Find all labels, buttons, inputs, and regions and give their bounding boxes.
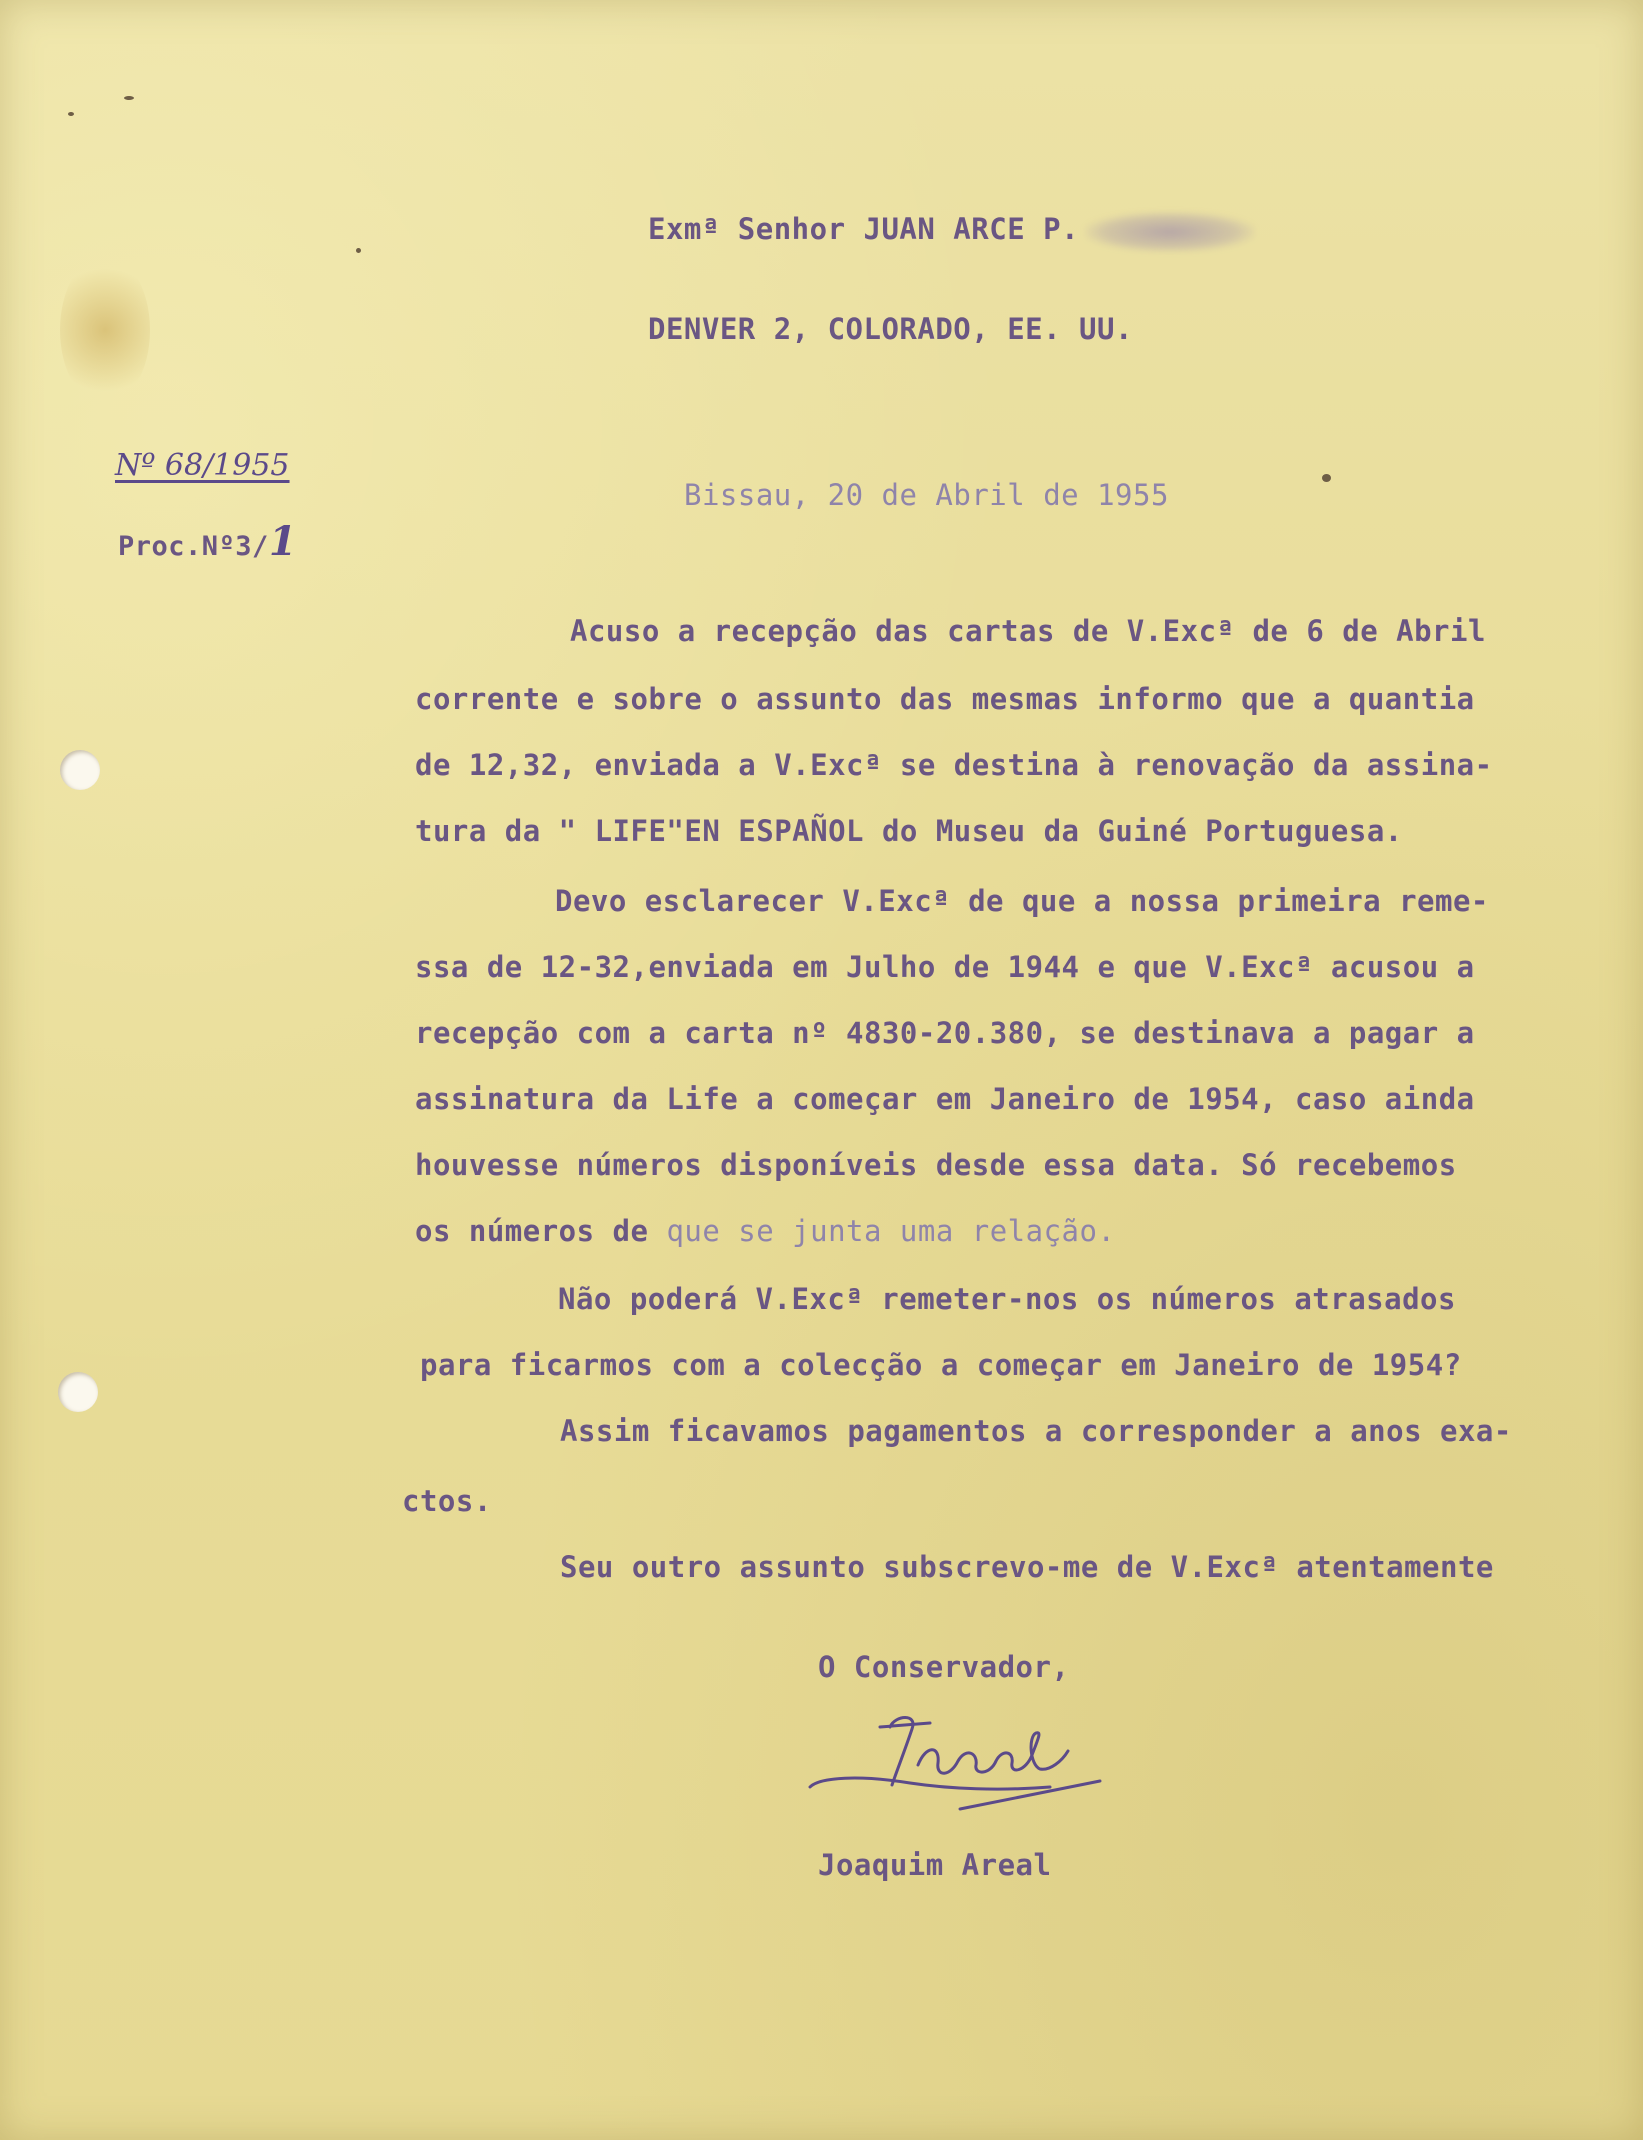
paper-stain [60,255,150,405]
paragraph-4-line: Assim ficavamos pagamentos a corresponder a anos exa- [560,1414,1512,1448]
punch-hole-lower [58,1372,98,1412]
paragraph-3-line: Não poderá V.Excª remeter-nos os números atrasados [558,1282,1456,1316]
paragraph-2-last-line [415,1214,1115,1248]
paragraph-2-line: Devo esclarecer V.Excª de que a nossa primeira reme- [555,884,1489,918]
paragraph-1-line: Acuso a recepção das cartas de V.Excª de 6 de Abril [570,614,1486,648]
reference-proc [118,518,297,565]
paragraph-1-line: corrente e sobre o assunto das mesmas informo que a quantia [415,682,1475,716]
reference-proc-typed: Proc.Nº3/ [118,531,269,562]
paragraph-4-line: ctos. [402,1484,492,1518]
paragraph-2-line: ssa de 12-32,enviada em Julho de 1944 e que V.Excª acusou a [415,950,1475,984]
signer-name-text: Joaquim Areal [818,1848,1052,1882]
paragraph-2-last-bold: os números de [415,1214,649,1248]
paper-speck [1322,474,1331,482]
closing-line: Seu outro assunto subscrevo-me de V.Excª atentamente [560,1550,1494,1584]
addressee-line-2: DENVER 2, COLORADO, EE. UU. [648,312,1133,346]
paper-speck [356,248,361,253]
paragraph-1-line: tura da " LIFE"EN ESPAÑOL do Museu da Guiné Portuguesa. [415,814,1403,848]
paragraph-1-line: de 12,32, enviada a V.Excª se destina à renovação da assina- [415,748,1493,782]
paragraph-2-last-light: que se junta uma relação. [666,1214,1116,1248]
signer-name [818,1848,1051,1882]
reference-number: Nº 68/1955 [115,448,290,483]
handwritten-signature [800,1705,1120,1825]
punch-hole-upper [60,750,100,790]
paragraph-2-line: recepção com a carta nº 4830-20.380, se destinava a pagar a [415,1016,1475,1050]
paragraph-2-line: houvesse números disponíveis desde essa data. Só recebemos [415,1148,1457,1182]
paper-speck [68,112,74,116]
paragraph-2-line: assinatura da Life a começar em Janeiro de 1954, caso ainda [415,1082,1475,1116]
paragraph-3-line: para ficarmos com a colecção a começar em Janeiro de 1954? [420,1348,1462,1382]
date-line: Bissau, 20 de Abril de 1955 [684,478,1169,512]
signoff-title: O Conservador, [818,1650,1070,1684]
paper-speck [124,96,134,100]
ink-smudge [1085,212,1255,252]
reference-proc-handwritten: 1 [268,518,298,565]
addressee-line-1: Exmª Senhor JUAN ARCE P. [648,212,1080,246]
